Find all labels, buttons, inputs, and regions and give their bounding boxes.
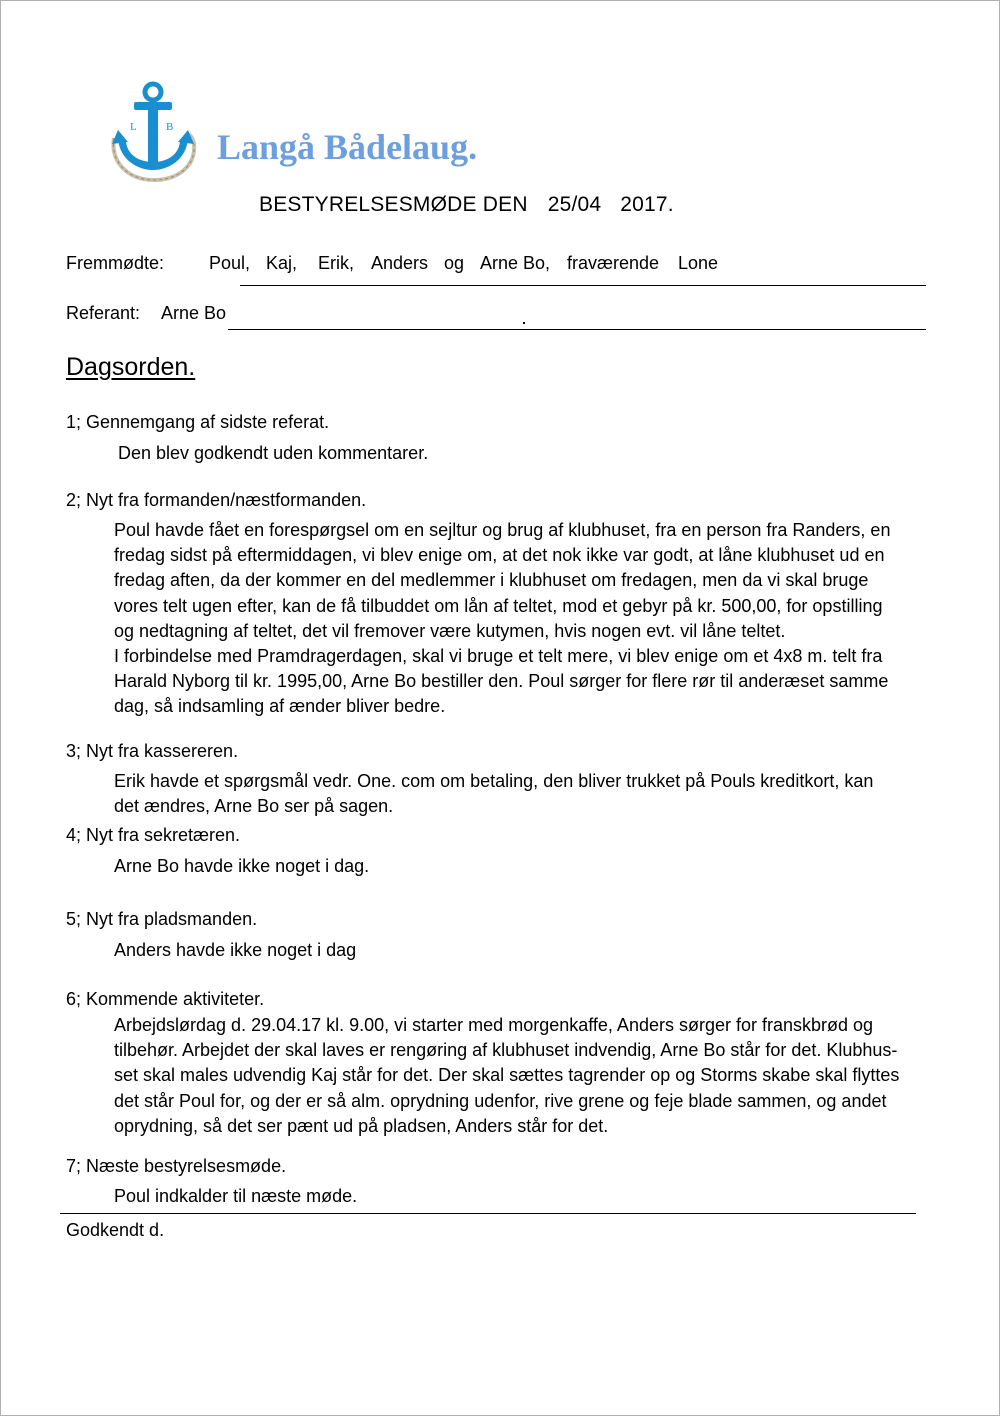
agenda-heading: Dagsorden. <box>66 353 196 381</box>
attendee-name: Poul, <box>209 253 251 273</box>
meeting-title-prefix: BESTYRELSESMØDE DEN <box>259 193 528 216</box>
agenda-item-heading: 1; Gennemgang af sidste referat. <box>66 412 330 432</box>
footer-divider <box>60 1213 916 1214</box>
agenda-item-body <box>118 441 938 466</box>
logo-letter-l: L <box>130 121 137 133</box>
agenda-item-heading: 5; Nyt fra pladsmanden. <box>66 909 258 929</box>
agenda-item-body <box>114 769 934 819</box>
meeting-title <box>259 193 674 217</box>
stray-dot <box>523 322 525 324</box>
agenda-item-line: fredag aften, da der kommer en del medlemmer i klubhuset om fredagen, men da vi skal bruge <box>114 570 869 591</box>
agenda-item-heading: 2; Nyt fra formanden/næstformanden. <box>66 490 367 510</box>
agenda-item-heading: 3; Nyt fra kassereren. <box>66 741 239 761</box>
agenda-item-line: oprydning, så det ser pænt ud på pladsen, Anders står for det. <box>114 1115 609 1136</box>
attendee-conjunction: og <box>444 253 465 273</box>
agenda-item-line: I forbindelse med Pramdragerdagen, skal vi bruge et telt mere, vi blev enige om et 4x8 m. telt fra <box>114 646 883 667</box>
referent-label: Referant: <box>66 303 141 323</box>
logo-letter-b: B <box>166 121 174 133</box>
agenda-item-body <box>114 1184 934 1209</box>
agenda-item-line: Poul indkalder til næste møde. <box>114 1186 358 1206</box>
attendee-name: Arne Bo, <box>480 253 551 273</box>
agenda-item-heading: 7; Næste bestyrelsesmøde. <box>66 1156 287 1176</box>
approved-label: Godkendt d. <box>66 1220 165 1240</box>
agenda-item-line: og nedtagning af teltet, det vil fremover være kutymen, hvis nogen evt. vil låne teltet. <box>114 620 786 641</box>
agenda-item-heading: 6; Kommende aktiviteter. <box>66 989 265 1009</box>
referent-name: Arne Bo <box>161 303 227 323</box>
attendee-name: Anders <box>371 253 429 273</box>
agenda-item-body <box>114 518 934 720</box>
attendee-name: Kaj, <box>266 253 298 273</box>
attendee-name: Erik, <box>318 253 354 273</box>
agenda-item-line: dag, så indsamling af ænder bliver bedre. <box>114 696 446 717</box>
agenda-item-line: Den blev godkendt uden kommentarer. <box>118 443 429 463</box>
meeting-year: 2017. <box>620 193 674 216</box>
agenda-item-line: Arbejdslørdag d. 29.04.17 kl. 9.00, vi starter med morgenkaffe, Anders sørger for franskbrød og <box>114 1015 874 1035</box>
club-name: Langå Bådelaug. <box>217 127 478 167</box>
agenda-item-heading: 4; Nyt fra sekretæren. <box>66 825 241 845</box>
agenda-item-line: fredag sidst på eftermiddagen, vi blev enige om, at det nok ikke var godt, at låne klubhuset ud en <box>114 545 885 566</box>
attendance-label: Fremmødte: <box>66 253 165 273</box>
agenda-item-line: Arne Bo havde ikke noget i dag. <box>114 856 370 876</box>
agenda-item-line: det ændres, Arne Bo ser på sagen. <box>114 796 394 817</box>
agenda-item-body <box>114 938 934 963</box>
agenda-item-line: Anders havde ikke noget i dag <box>114 940 357 960</box>
anchor-logo-icon <box>108 80 198 184</box>
agenda-item-line: det står Poul for, og der er så alm. oprydning udenfor, rive grene og feje blade sammen, og andet <box>114 1090 887 1111</box>
agenda-item-line: Harald Nyborg til kr. 1995,00, Arne Bo bestiller den. Poul sørger for flere rør til anderæset samme <box>114 671 889 692</box>
absent-label: fraværende <box>567 253 660 273</box>
agenda-item-body <box>114 854 934 879</box>
attendance-divider <box>240 285 926 286</box>
agenda-item-line: set skal males udvendig Kaj står for det. Der skal sættes tagrender op og Storms skabe skal flyttes <box>114 1065 900 1086</box>
agenda-item-line: vores telt ugen efter, kan de få tilbuddet om lån af teltet, mod et gebyr på kr. 500,00, for opstilling <box>114 595 883 616</box>
meeting-date: 25/04 <box>547 193 602 216</box>
agenda-item-line: tilbehør. Arbejdet der skal laves er rengøring af klubhuset indvendig, Arne Bo står for det. Klubhus- <box>114 1040 898 1061</box>
referent-divider <box>228 329 926 330</box>
agenda-item-line: Erik havde et spørgsmål vedr. One. com om betaling, den bliver trukket på Pouls kreditkort, kan <box>114 771 874 791</box>
agenda-item-line: Poul havde fået en forespørgsel om en sejltur og brug af klubhuset, fra en person fra Randers, en <box>114 520 891 540</box>
absent-name: Lone <box>678 253 719 273</box>
agenda-item-body <box>114 1013 934 1139</box>
